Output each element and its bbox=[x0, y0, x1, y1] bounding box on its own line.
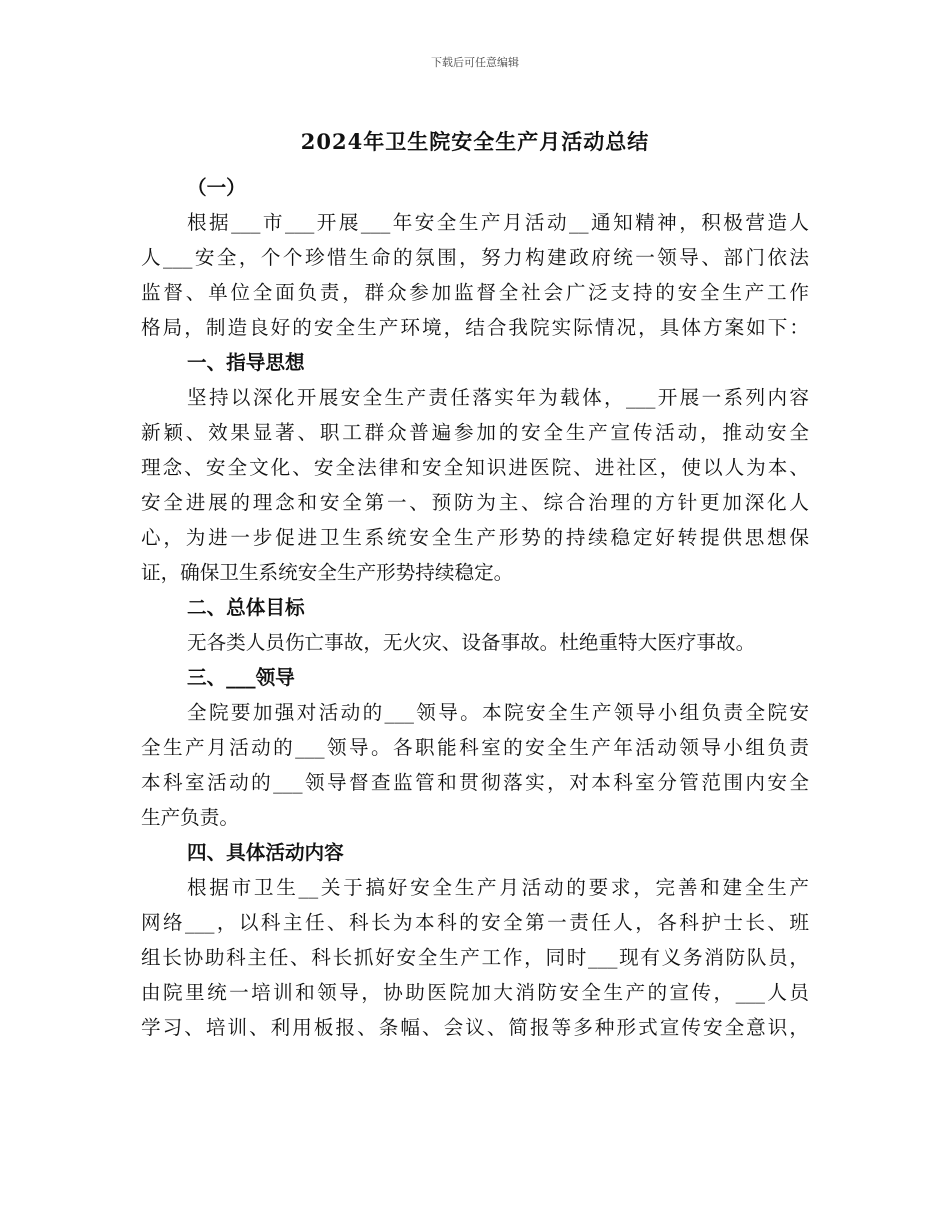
body-text-line: 全院要加强对活动的___领导。本院安全生产领导小组负责全院安 bbox=[187, 701, 809, 724]
body-text-line: 本科室活动的___领导督查监管和贯彻落实，对本科室分管范围内安全 bbox=[141, 771, 809, 794]
body-text-line: 根据___市___开展___年安全生产月活动__通知精神，积极营造人 bbox=[187, 211, 809, 234]
document-body bbox=[141, 170, 809, 1045]
body-text-line: 理念、安全文化、安全法律和安全知识进医院、进社区，使以人为本、 bbox=[141, 456, 809, 479]
body-text-line: 安全进展的理念和安全第一、预防为主、综合治理的方针更加深化人 bbox=[141, 491, 809, 514]
body-text-line: 无各类人员伤亡事故，无火灾、设备事故。杜绝重特大医疗事故。 bbox=[187, 631, 756, 654]
body-text-line: 格局，制造良好的安全生产环境，结合我院实际情况，具体方案如下： bbox=[141, 316, 809, 339]
body-text-line: 全生产月活动的___领导。各职能科室的安全生产年活动领导小组负责 bbox=[141, 736, 809, 759]
header-note: 下载后可任意编辑 bbox=[431, 56, 519, 69]
body-text-line: 人___安全，个个珍惜生命的氛围，努力构建政府统一领导、部门依法 bbox=[141, 246, 809, 269]
section-heading: （一） bbox=[187, 176, 246, 199]
body-text-line: 生产负责。 bbox=[141, 806, 239, 829]
body-text-line: 组长协助科主任、科长抓好安全生产工作，同时___现有义务消防队员， bbox=[141, 946, 809, 969]
section-heading: 一、指导思想 bbox=[187, 351, 305, 374]
section-heading: 三、___领导 bbox=[187, 666, 295, 689]
body-text-line: 网络___，以科主任、科长为本科的安全第一责任人，各科护士长、班 bbox=[141, 911, 809, 934]
body-text-line: 证，确保卫生系统安全生产形势持续稳定。 bbox=[141, 561, 514, 584]
section-heading: 二、总体目标 bbox=[187, 596, 305, 619]
body-text-line: 心，为进一步促进卫生系统安全生产形势的持续稳定好转提供思想保 bbox=[141, 526, 809, 549]
body-text-line: 学习、培训、利用板报、条幅、会议、简报等多种形式宣传安全意识， bbox=[141, 1016, 809, 1039]
body-text-line: 由院里统一培训和领导，协助医院加大消防安全生产的宣传，___人员 bbox=[141, 981, 809, 1004]
body-text-line: 新颖、效果显著、职工群众普遍参加的安全生产宣传活动，推动安全 bbox=[141, 421, 809, 444]
body-text-line: 坚持以深化开展安全生产责任落实年为载体，___开展一系列内容 bbox=[187, 386, 809, 409]
body-text-line: 监督、单位全面负责，群众参加监督全社会广泛支持的安全生产工作 bbox=[141, 281, 809, 304]
document-title: 2024年卫生院安全生产月活动总结 bbox=[300, 129, 650, 154]
section-heading: 四、具体活动内容 bbox=[187, 841, 344, 864]
body-text-line: 根据市卫生__关于搞好安全生产月活动的要求，完善和建全生产 bbox=[187, 876, 809, 899]
